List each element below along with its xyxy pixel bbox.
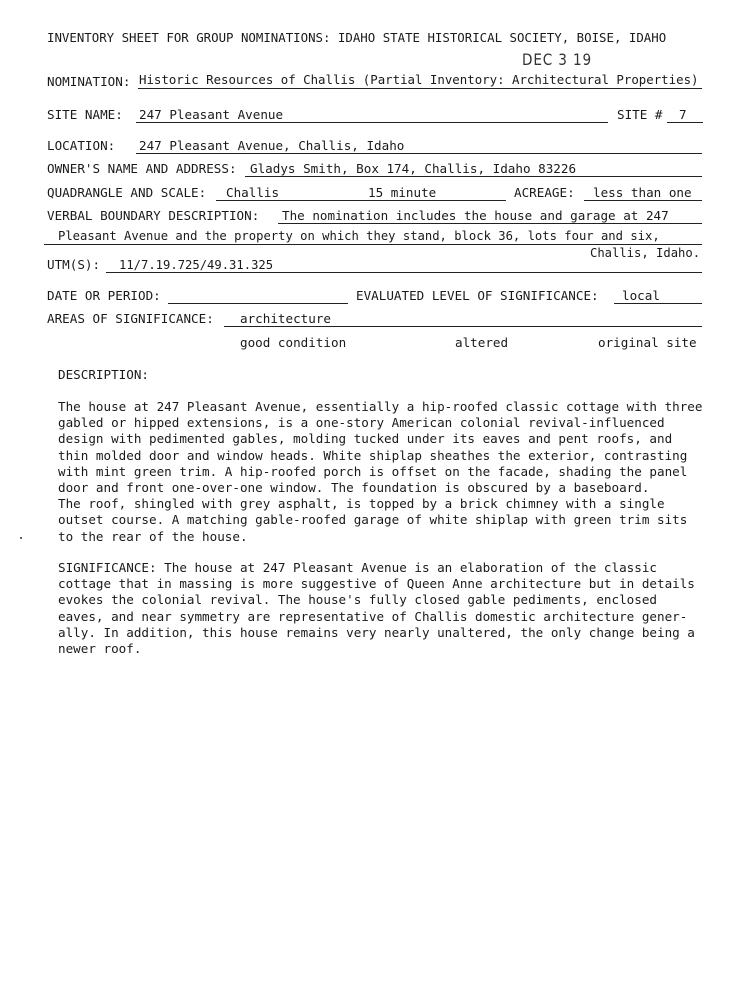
location-rule [136, 153, 702, 154]
site-number-rule [667, 122, 703, 123]
acreage-value: less than one [593, 185, 692, 200]
location-label: LOCATION: [47, 138, 116, 153]
boundary-line-2: Pleasant Avenue and the property on which they stand, block 36, lots four and six, [58, 229, 660, 243]
description-line: to the rear of the house. [58, 528, 248, 544]
boundary-line-1: The nomination includes the house and garage at 247 [282, 208, 669, 223]
acreage-rule [584, 200, 702, 201]
significance-line: SIGNIFICANCE: The house at 247 Pleasant Avenue is an elaboration of the classic [58, 560, 657, 575]
scale-value: 15 minute [368, 185, 437, 200]
quadrangle-value: Challis [226, 185, 280, 200]
location-value: 247 Pleasant Avenue, Challis, Idaho [139, 138, 405, 153]
areas-value: architecture [240, 311, 331, 326]
boundary-rule-2 [44, 244, 702, 245]
boundary-label: VERBAL BOUNDARY DESCRIPTION: [47, 208, 260, 223]
description-line: outset course. A matching gable-roofed garage of white shiplap with green trim sits [58, 512, 688, 528]
description-line: The roof, shingled with grey asphalt, is topped by a brick chimney with a single [58, 496, 665, 512]
received-date-stamp: DEC 3 19 [522, 50, 592, 69]
margin-mark [20, 537, 22, 539]
nomination-value: Historic Resources of Challis (Partial Inventory: Architectural Properties) [139, 72, 699, 87]
description-line: thin molded door and window heads. White shiplap sheathes the exterior, contrasting [58, 447, 688, 463]
areas-rule [224, 326, 702, 327]
significance-line: newer roof. [58, 641, 142, 657]
evaluated-rule [614, 303, 702, 304]
site-name-value: 247 Pleasant Avenue [139, 107, 284, 122]
significance-line: eaves, and near symmetry are representative of Challis domestic architecture gener- [58, 608, 688, 624]
utm-label: UTM(S): [47, 257, 101, 272]
significance-line: evokes the colonial revival. The house's fully closed gable pediments, enclosed [58, 592, 657, 608]
condition-original-site: original site [598, 335, 697, 350]
site-name-rule [136, 122, 608, 123]
utm-value: 11/7.19.725/49.31.325 [119, 258, 274, 272]
description-line: The house at 247 Pleasant Avenue, essentially a hip-roofed classic cottage with three [58, 399, 703, 414]
site-number-label: SITE # [617, 107, 663, 122]
significance-line: ally. In addition, this house remains very nearly unaltered, the only change being a [58, 624, 695, 640]
quadrangle-rule [216, 200, 506, 201]
acreage-label: ACREAGE: [514, 185, 575, 200]
quadrangle-label: QUADRANGLE AND SCALE: [47, 185, 207, 200]
nomination-label: NOMINATION: [47, 74, 131, 89]
utm-rule [106, 272, 702, 273]
description-line: door and front one-over-one window. The foundation is obscured by a baseboard. [58, 480, 650, 496]
description-line: gabled or hipped extensions, is a one-story American colonial revival-influenced [58, 415, 665, 431]
description-line: design with pedimented gables, molding tucked under its eaves and pent roofs, and [58, 431, 673, 447]
owner-label: OWNER'S NAME AND ADDRESS: [47, 161, 237, 176]
significance-line: cottage that in massing is more suggestive of Queen Anne architecture but in details [58, 576, 695, 592]
page-title: INVENTORY SHEET FOR GROUP NOMINATIONS: IDAHO STATE HISTORICAL SOCIETY, BOISE, IDAHO [47, 30, 667, 45]
date-rule [168, 303, 348, 304]
nomination-rule [138, 88, 702, 89]
boundary-rule-1 [278, 223, 702, 224]
condition-good: good condition [240, 335, 347, 350]
date-label: DATE OR PERIOD: [47, 288, 161, 303]
site-number-value: 7 [679, 107, 687, 122]
description-line: with mint green trim. A hip-roofed porch is offset on the facade, shading the panel [58, 463, 688, 479]
boundary-line-3: Challis, Idaho. [590, 246, 701, 260]
condition-altered: altered [455, 335, 509, 350]
owner-rule [245, 176, 702, 177]
description-heading: DESCRIPTION: [58, 367, 149, 382]
significance-paragraph [58, 560, 742, 657]
evaluated-label: EVALUATED LEVEL OF SIGNIFICANCE: [356, 288, 599, 303]
areas-label: AREAS OF SIGNIFICANCE: [47, 311, 214, 326]
owner-value: Gladys Smith, Box 174, Challis, Idaho 83226 [250, 161, 577, 176]
evaluated-value: local [622, 288, 660, 303]
site-name-label: SITE NAME: [47, 107, 123, 122]
description-paragraph [58, 399, 742, 545]
